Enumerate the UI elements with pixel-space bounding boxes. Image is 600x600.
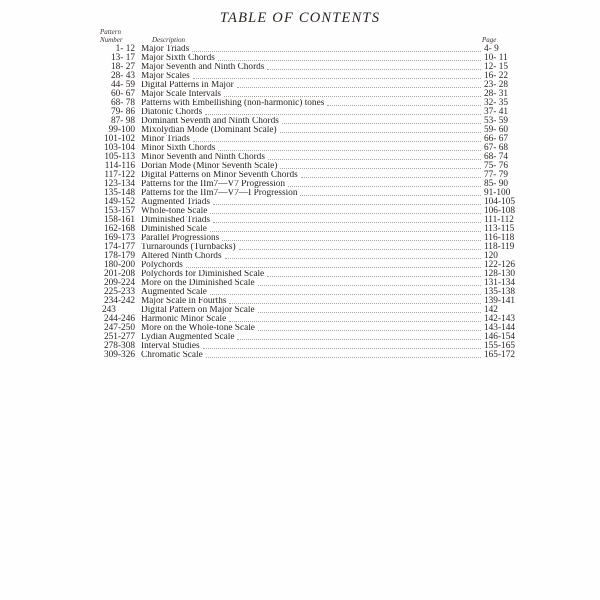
page-title: TABLE OF CONTENTS	[219, 10, 381, 26]
page-number: 142	[484, 305, 498, 315]
pattern-number: 99-100	[108, 125, 135, 135]
dot-leader	[288, 180, 481, 187]
dot-leader	[267, 63, 481, 70]
description-text: Augmented Triads	[141, 198, 213, 207]
pattern-number: 180-200	[104, 260, 135, 270]
toc-row	[0, 45, 600, 54]
page-number: 75- 76	[484, 161, 509, 171]
entry-description	[141, 216, 481, 225]
entry-description	[141, 270, 481, 279]
dot-leader	[258, 279, 481, 286]
entry-description	[141, 198, 481, 207]
description-text: Major Sixth Chords	[141, 54, 218, 63]
dot-leader	[258, 324, 481, 331]
description-text: Diminished Scale	[141, 225, 210, 234]
pattern-number: 105-113	[104, 152, 135, 162]
pattern-number: 18- 27	[110, 62, 135, 72]
pattern-number: 68- 78	[110, 98, 135, 108]
description-text: Dominant Seventh and Ninth Chords	[141, 117, 282, 126]
pattern-number: 201-208	[104, 269, 135, 279]
dot-leader	[186, 261, 481, 268]
page-number: 37- 41	[484, 107, 509, 117]
dot-leader	[192, 45, 481, 52]
description-text: Dorian Mode (Minor Seventh Scale)	[141, 162, 280, 171]
page-number: 66- 67	[484, 134, 509, 144]
toc-row	[0, 171, 600, 180]
toc-row	[0, 99, 600, 108]
dot-leader	[267, 270, 481, 277]
description-text: Turnarounds (Turnbacks)	[141, 243, 239, 252]
dot-leader	[193, 135, 481, 142]
pattern-number: 225-233	[104, 287, 135, 297]
toc-row	[0, 162, 600, 171]
entry-description	[141, 135, 481, 144]
dot-leader	[229, 315, 481, 322]
dot-leader	[203, 342, 481, 349]
entry-description	[141, 153, 481, 162]
dot-leader	[268, 153, 481, 160]
entry-description	[141, 315, 481, 324]
description-text: Digital Pattern on Major Scale	[141, 306, 258, 315]
page-number: 10- 11	[484, 53, 508, 63]
toc-row	[0, 54, 600, 63]
description-text: Digital Patterns in Major	[141, 81, 237, 90]
entry-description	[141, 243, 481, 252]
entry-description	[141, 162, 481, 171]
entry-description	[141, 252, 481, 261]
entry-description	[141, 72, 481, 81]
dot-leader	[222, 234, 481, 241]
toc-row	[0, 351, 600, 360]
entry-description	[141, 306, 481, 315]
entry-description	[141, 108, 481, 117]
toc-row	[0, 108, 600, 117]
pattern-number: 87- 98	[110, 116, 135, 126]
dot-leader	[258, 306, 481, 313]
description-text: Polychords	[141, 261, 186, 270]
toc-row	[0, 126, 600, 135]
pattern-number: 1- 12	[115, 44, 135, 54]
description-text: Diatonic Chords	[141, 108, 205, 117]
dot-leader	[237, 333, 481, 340]
entry-description	[141, 90, 481, 99]
description-text: Lydian Augmented Scale	[141, 333, 237, 342]
page-number: 155-165	[484, 341, 515, 351]
description-text: More on the Whole-tone Scale	[141, 324, 258, 333]
entry-description	[141, 117, 481, 126]
entry-description	[141, 81, 481, 90]
entry-description	[141, 45, 481, 54]
pattern-number: 135-148	[104, 188, 135, 198]
page-number: 85- 90	[484, 179, 509, 189]
page-number: 128-130	[484, 269, 515, 279]
pattern-number: 251-277	[104, 332, 135, 342]
page-number: 77- 79	[484, 170, 509, 180]
description-text: Major Seventh and Ninth Chords	[141, 63, 267, 72]
dot-leader	[224, 90, 481, 97]
description-text: Mixolydian Mode (Dominant Scale)	[141, 126, 280, 135]
entry-description	[141, 171, 481, 180]
dot-leader	[300, 189, 481, 196]
dot-leader	[218, 54, 481, 61]
pattern-number: 309-326	[104, 350, 135, 360]
page-number: 23- 28	[484, 80, 509, 90]
page-number: 16- 22	[484, 71, 509, 81]
description-text: Augmented Scale	[141, 288, 210, 297]
entry-description	[141, 126, 481, 135]
entry-description	[141, 189, 481, 198]
pattern-number: 28- 43	[110, 71, 135, 81]
page-number: 53- 59	[484, 116, 509, 126]
description-text: Polychords for Diminished Scale	[141, 270, 267, 279]
entry-description	[141, 63, 481, 72]
pattern-number: 174-177	[104, 242, 135, 252]
description-text: Major Triads	[141, 45, 192, 54]
page-number: 91-100	[484, 188, 511, 198]
page-number: 111-112	[484, 215, 514, 225]
pattern-number: 149-152	[104, 197, 135, 207]
page-number: 104-105	[484, 197, 515, 207]
header-pattern-line1: Pattern	[100, 28, 121, 36]
entry-description	[141, 225, 481, 234]
pattern-number: 103-104	[104, 143, 135, 153]
dot-leader	[280, 126, 481, 133]
description-text: Interval Studies	[141, 342, 203, 351]
description-text: Minor Seventh and Ninth Chords	[141, 153, 268, 162]
pattern-number: 243	[102, 305, 116, 315]
description-text: Chromatic Scale	[141, 351, 206, 360]
page-number: 143-144	[484, 323, 515, 333]
dot-leader	[218, 144, 481, 151]
pattern-number: 247-250	[104, 323, 135, 333]
pattern-number: 169-173	[104, 233, 135, 243]
description-text: Harmonic Minor Scale	[141, 315, 229, 324]
toc-row	[0, 117, 600, 126]
pattern-number: 79- 86	[110, 107, 135, 117]
dot-leader	[229, 297, 481, 304]
pattern-number: 158-161	[104, 215, 135, 225]
entry-description	[141, 351, 481, 360]
dot-leader	[282, 117, 481, 124]
page-number: 120	[484, 251, 498, 261]
dot-leader	[206, 351, 481, 358]
dot-leader	[213, 216, 481, 223]
toc-row	[0, 297, 600, 306]
page-number: 59- 60	[484, 125, 509, 135]
description-text: Major Scale in Fourths	[141, 297, 229, 306]
toc-row	[0, 144, 600, 153]
toc-row	[0, 90, 600, 99]
description-text: Major Scales	[141, 72, 193, 81]
page-number: 28- 31	[484, 89, 509, 99]
entry-description	[141, 279, 481, 288]
pattern-number: 117-122	[104, 170, 135, 180]
pattern-number: 209-224	[104, 278, 135, 288]
entry-description	[141, 207, 481, 216]
page-number: 165-172	[484, 350, 515, 360]
column-header-description: Description	[152, 36, 186, 44]
pattern-number: 244-246	[104, 314, 135, 324]
page-number: 12- 15	[484, 62, 509, 72]
description-text: Diminished Triads	[141, 216, 213, 225]
entry-description	[141, 288, 481, 297]
pattern-number: 114-116	[104, 161, 135, 171]
dot-leader	[237, 81, 481, 88]
entry-description	[141, 144, 481, 153]
entry-description	[141, 180, 481, 189]
page-number: 122-126	[484, 260, 515, 270]
description-text: Altered Ninth Chords	[141, 252, 225, 261]
dot-leader	[225, 252, 481, 259]
description-text: Patterns for the IIm7—V7—I Progression	[141, 189, 300, 198]
dot-leader	[193, 72, 481, 79]
toc-row	[0, 153, 600, 162]
dot-leader	[210, 207, 481, 214]
page-number: 32- 35	[484, 98, 509, 108]
pattern-number: 153-157	[104, 206, 135, 216]
pattern-number: 44- 59	[110, 80, 135, 90]
dot-leader	[210, 225, 481, 232]
page-number: 146-154	[484, 332, 515, 342]
page-number: 113-115	[484, 224, 515, 234]
pattern-number: 278-308	[104, 341, 135, 351]
toc-row	[0, 72, 600, 81]
dot-leader	[210, 288, 481, 295]
entry-description	[141, 333, 481, 342]
dot-leader	[301, 171, 481, 178]
column-header-pattern-number	[100, 28, 134, 44]
entry-description	[141, 54, 481, 63]
dot-leader	[239, 243, 481, 250]
entry-description	[141, 261, 481, 270]
dot-leader	[327, 99, 481, 106]
pattern-number: 13- 17	[110, 53, 135, 63]
toc-row	[0, 81, 600, 90]
page-number: 67- 68	[484, 143, 509, 153]
pattern-number: 101-102	[104, 134, 135, 144]
entry-description	[141, 342, 481, 351]
description-text: Minor Triads	[141, 135, 193, 144]
entry-description	[141, 297, 481, 306]
entry-description	[141, 99, 481, 108]
page-number: 106-108	[484, 206, 515, 216]
page-number: 4- 9	[484, 44, 499, 54]
page-number: 131-134	[484, 278, 515, 288]
description-text: Patterns with Embellishing (non-harmonic) tones	[141, 99, 327, 108]
dot-leader	[213, 198, 481, 205]
description-text: Parallel Progressions	[141, 234, 222, 243]
page-number: 116-118	[484, 233, 515, 243]
page-number: 118-119	[484, 242, 515, 252]
dot-leader	[205, 108, 481, 115]
pattern-number: 178-179	[104, 251, 135, 261]
toc-row	[0, 135, 600, 144]
header-pattern-line2: Number	[100, 36, 123, 44]
description-text: Minor Sixth Chords	[141, 144, 218, 153]
page-number: 68- 74	[484, 152, 509, 162]
toc-entries	[0, 45, 600, 360]
entry-description	[141, 234, 481, 243]
description-text: Patterns for the IIm7—V7 Progression	[141, 180, 288, 189]
pattern-number: 162-168	[104, 224, 135, 234]
page-number: 135-138	[484, 287, 515, 297]
pattern-number: 123-134	[104, 179, 135, 189]
page-number: 142-143	[484, 314, 515, 324]
entry-description	[141, 324, 481, 333]
toc-row	[0, 180, 600, 189]
description-text: Major Scale Intervals	[141, 90, 224, 99]
pattern-number: 60- 67	[110, 89, 135, 99]
pattern-number: 234-242	[104, 296, 135, 306]
toc-row	[0, 243, 600, 252]
toc-row	[0, 63, 600, 72]
description-text: More on the Diminished Scale	[141, 279, 258, 288]
page-number: 139-141	[484, 296, 515, 306]
dot-leader	[280, 162, 481, 169]
description-text: Digital Patterns on Minor Seventh Chords	[141, 171, 301, 180]
column-header-page: Page	[482, 36, 497, 44]
description-text: Whole-tone Scale	[141, 207, 210, 216]
